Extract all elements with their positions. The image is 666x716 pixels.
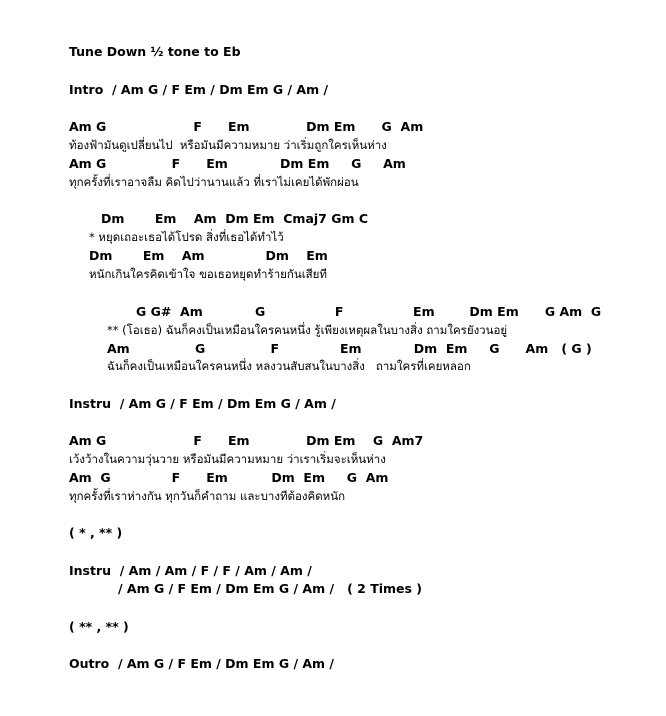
verse2-lyric-1: เว้งว้างในความวุ่นวาย หรือมันมีความหมาย ว่าเราเริ่มจะเห็นห่าง xyxy=(69,452,386,466)
repeat-marker-2: ( ** , ** ) xyxy=(69,619,129,634)
intro-line: Intro / Am G / F Em / Dm Em G / Am / xyxy=(69,82,329,97)
verse2-chords-1: Am G F Em Dm Em G Am7 xyxy=(69,433,424,448)
prechorus-chords-2: Dm Em Am Dm Em xyxy=(89,248,328,263)
chorus-lyric-1: ** (โอเธอ) ฉันก็คงเป็นเหมือนใครคนหนึ่ง รู้เพียงเหตุผลในบางสิ่ง ถามใครยังวนอยู่ xyxy=(107,323,508,337)
prechorus-chords-1: Dm Em Am Dm Em Cmaj7 Gm C xyxy=(101,211,369,226)
verse2-lyric-2: ทุกครั้งที่เราห่างกัน ทุกวันก็คำถาม และบางทีต้องคิดหนัก xyxy=(69,489,346,503)
chorus-lyric-2: ฉันก็คงเป็นเหมือนใครคนหนึ่ง หลงวนสับสนในบางสิ่ง ถามใครที่เคยหลอก xyxy=(107,359,471,373)
outro-line: Outro / Am G / F Em / Dm Em G / Am / xyxy=(69,656,334,671)
song-title: Tune Down ½ tone to Eb xyxy=(69,44,241,59)
instru-line-2: Instru / Am / Am / F / F / Am / Am / xyxy=(69,563,312,578)
chorus-chords-1: G G# Am G F Em Dm Em G Am G xyxy=(136,304,602,319)
verse1-lyric-2: ทุกครั้งที่เราอาจลืม คิดไปว่านานแล้ว ที่เราไม่เคยได้พักผ่อน xyxy=(69,175,359,189)
verse2-chords-2: Am G F Em Dm Em G Am xyxy=(69,470,389,485)
repeat-marker-1: ( * , ** ) xyxy=(69,525,123,540)
prechorus-lyric-1: * หยุดเถอะเธอได้โปรด สิ่งที่เธอได้ทำไว้ xyxy=(89,230,284,244)
instru-line-2b: / Am G / F Em / Dm Em G / Am / ( 2 Times ) xyxy=(118,581,423,596)
verse1-lyric-1: ท้องฟ้ามันดูเปลี่ยนไป หรือมันมีความหมาย ว่าเริ่มถูกใครเห็นห่าง xyxy=(69,138,387,152)
chorus-chords-2: Am G F Em Dm Em G Am ( G ) xyxy=(107,341,592,356)
instru-line-1: Instru / Am G / F Em / Dm Em G / Am / xyxy=(69,396,336,411)
prechorus-lyric-2: หนักเกินใครคิดเข้าใจ ขอเธอหยุดทำร้ายกันเสียที xyxy=(89,267,327,281)
verse1-chords-1: Am G F Em Dm Em G Am xyxy=(69,119,424,134)
verse1-chords-2: Am G F Em Dm Em G Am xyxy=(69,156,406,171)
